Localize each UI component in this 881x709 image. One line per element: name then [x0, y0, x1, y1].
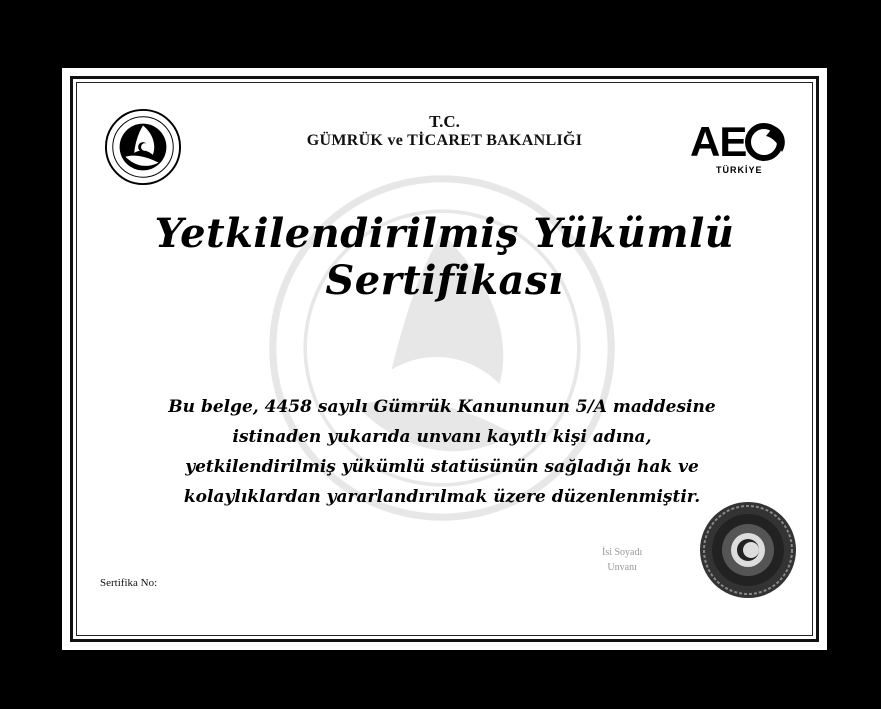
signature-title-label: Unvanı: [607, 562, 637, 573]
body-line: yetkilendirilmiş yükümlü statüsünün sağladığı hak ve: [185, 457, 699, 477]
official-seal-right: [698, 500, 798, 600]
certificate-body: [152, 392, 732, 512]
signature-name-label: İsi Soyadı: [602, 547, 643, 558]
certificate-title: Yetkilendirilmiş Yükümlü Sertifikası: [154, 210, 735, 304]
certificate-number-label: Sertifika No:: [100, 577, 158, 589]
aeo-globe-icon: [744, 120, 788, 164]
aeo-brand-text: AE: [690, 118, 747, 165]
body-line: Bu belge, 4458 sayılı Gümrük Kanununun 5/A maddesine: [168, 397, 716, 417]
aeo-country-text: TÜRKİYE: [716, 165, 763, 175]
body-line: kolaylıklardan yararlandırılmak üzere düzenlenmiştir.: [183, 487, 701, 507]
signature-area: [602, 545, 642, 575]
certificate-paper: [62, 68, 827, 650]
aeo-logo: [690, 118, 790, 188]
ministry-heading: GÜMRÜK ve TİCARET BAKANLIĞI: [306, 132, 583, 149]
body-line: istinaden yukarıda unvanı kayıtlı kişi adına,: [232, 427, 652, 447]
tc-heading: T.C.: [429, 112, 460, 131]
